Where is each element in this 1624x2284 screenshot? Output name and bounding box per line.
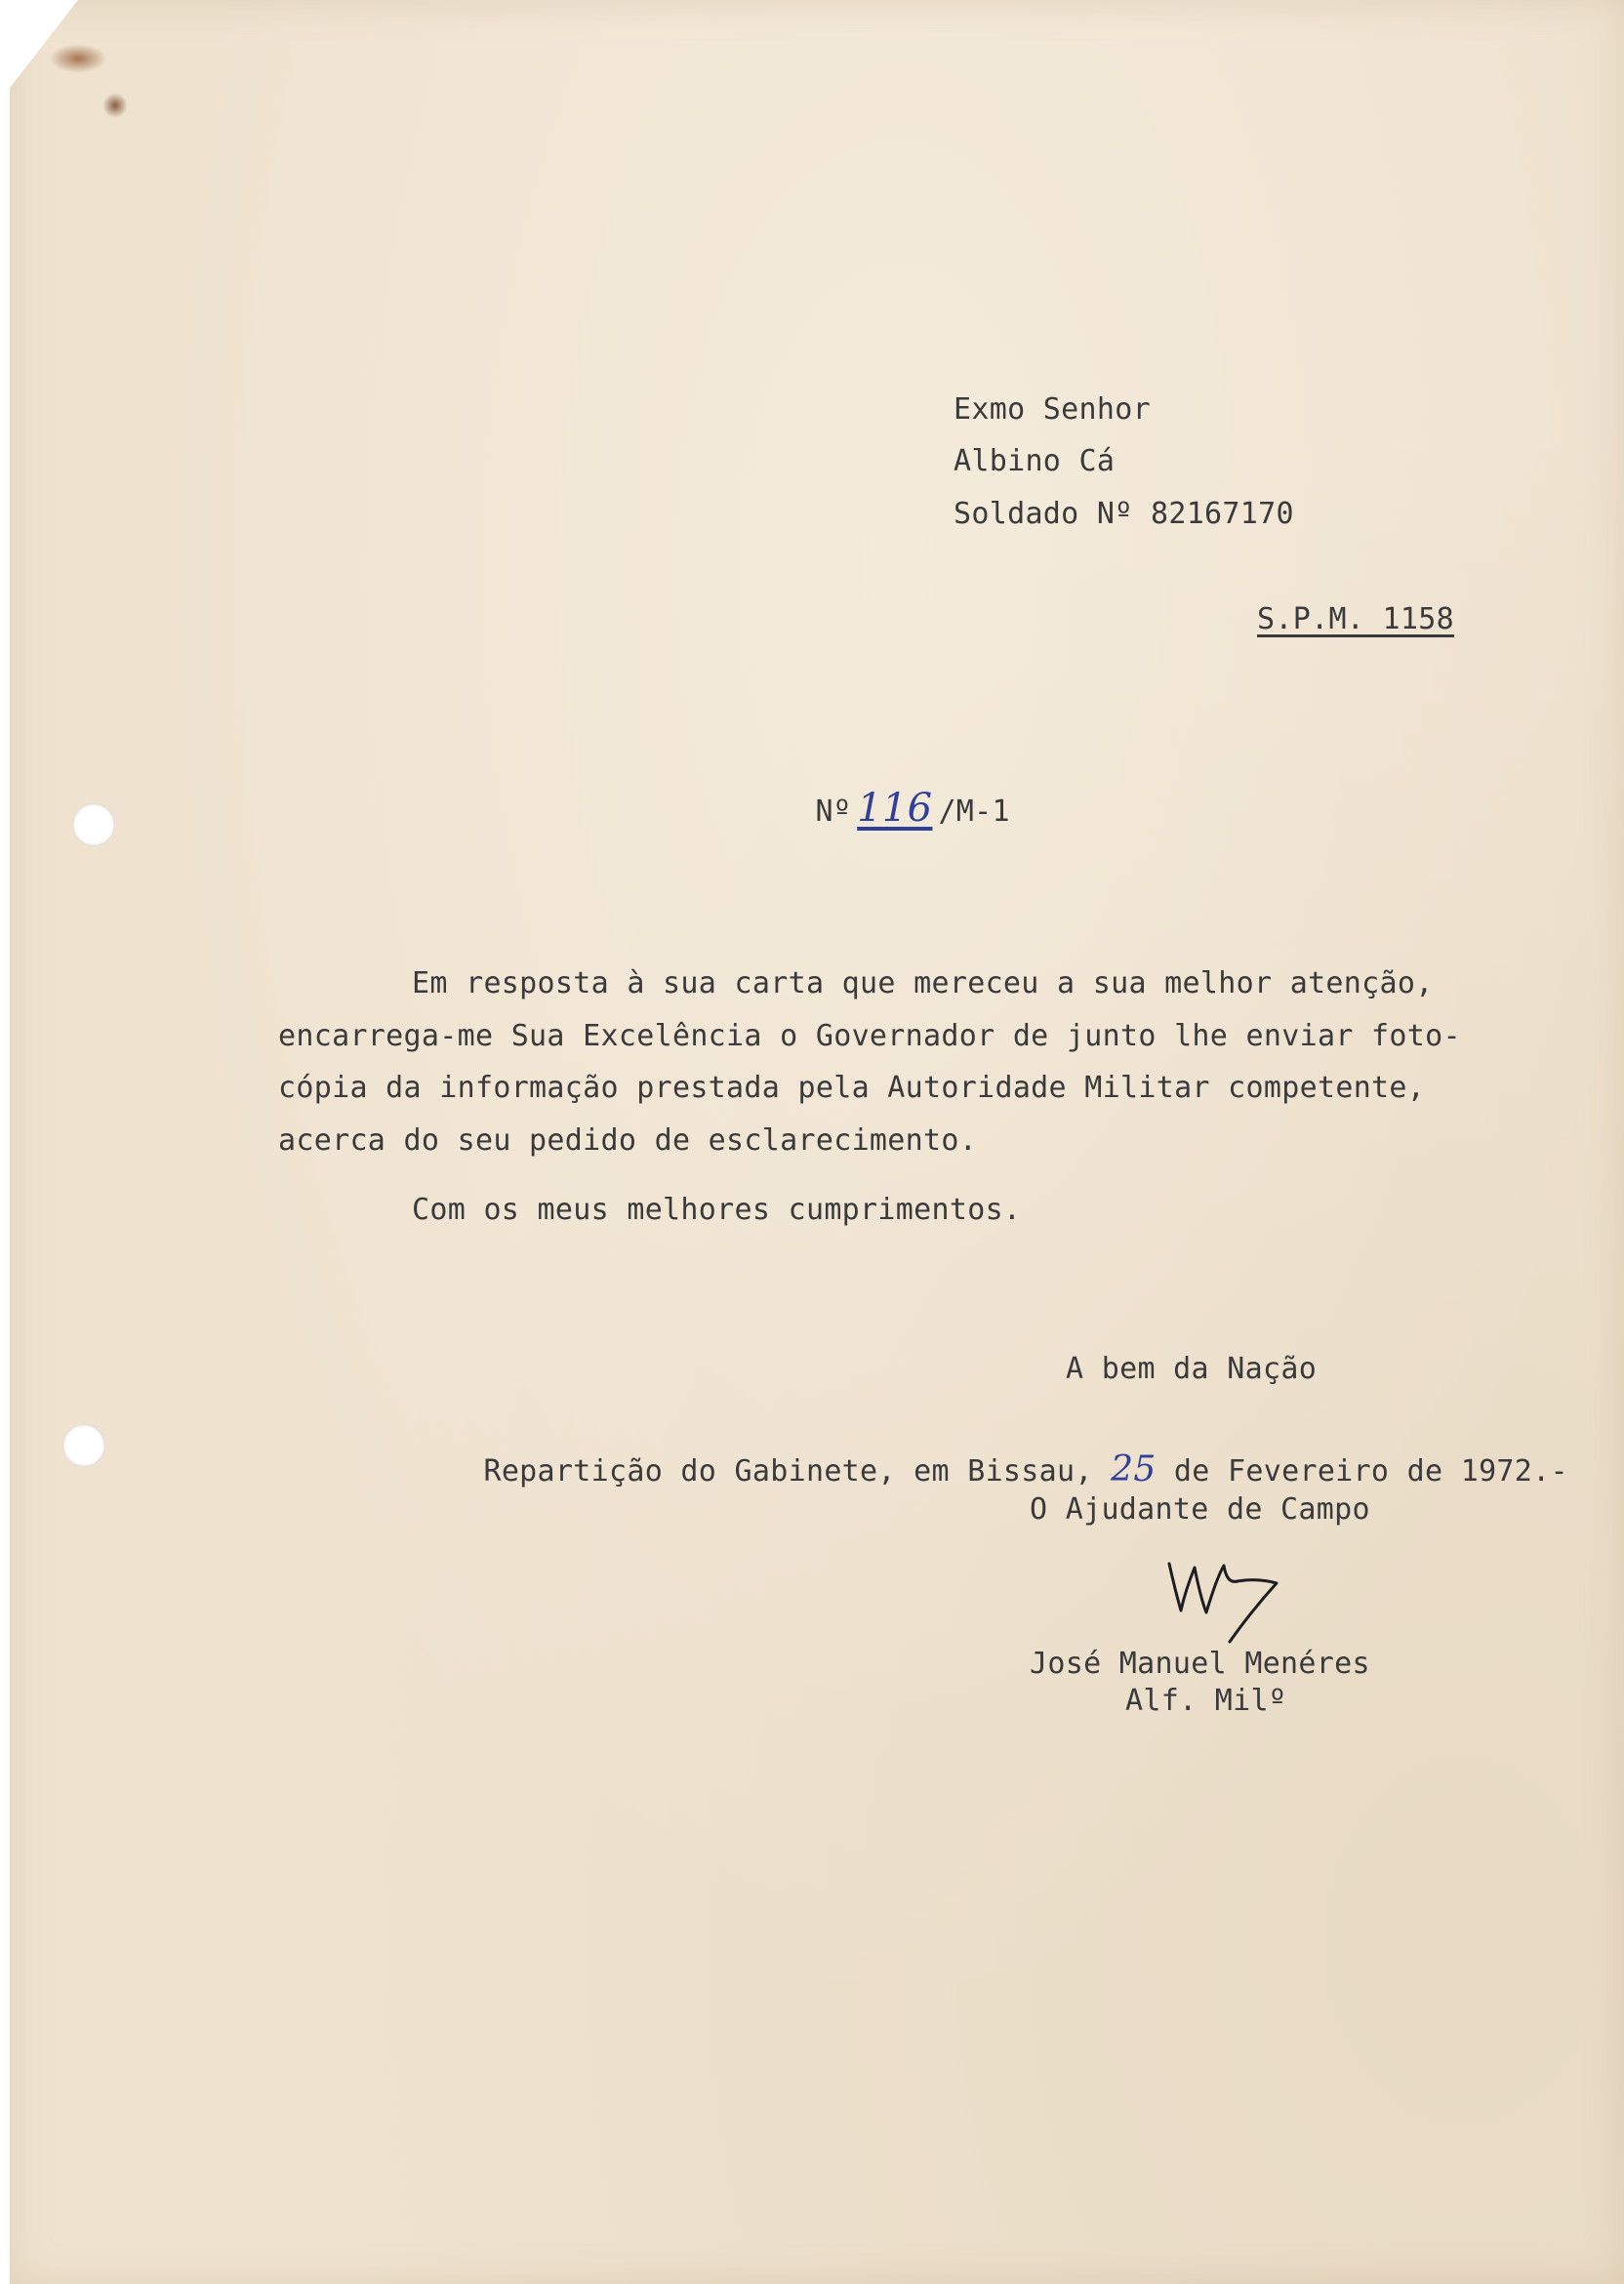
punch-hole-top — [72, 803, 115, 846]
signer-rank: Alf. Milº — [1125, 1684, 1287, 1718]
place-date — [412, 1423, 1568, 1517]
recipient-rank: Soldado Nº 82167170 — [954, 497, 1294, 531]
rust-stain — [49, 44, 107, 73]
body-line-1: Em resposta à sua carta que mereceu a sua melhor atenção, — [412, 966, 1434, 1000]
signer-title: O Ajudante de Campo — [1030, 1492, 1370, 1527]
signer-name: José Manuel Menéres — [1030, 1647, 1370, 1681]
rust-stain-small — [102, 93, 128, 118]
reference-number — [744, 759, 1010, 857]
reference-suffix: /M-1 — [938, 795, 1010, 829]
letter-page — [10, 0, 1624, 2284]
closing-line: Com os meus melhores cumprimentos. — [412, 1193, 1022, 1227]
recipient-salutation: Exmo Senhor — [954, 392, 1151, 427]
place-date-prefix: Repartição do Gabinete, em Bissau, — [483, 1454, 1093, 1489]
punch-hole-bottom — [62, 1424, 105, 1467]
body-line-2: encarrega-me Sua Excelência o Governador de junto lhe enviar foto- — [278, 1019, 1461, 1053]
reference-handwritten-number: 116 — [857, 786, 933, 831]
place-date-suffix: de Fevereiro de 1972.- — [1173, 1454, 1568, 1489]
body-line-3: cópia da informação prestada pela Autoridade Militar competente, — [278, 1071, 1426, 1105]
body-line-4: acerca do seu pedido de esclarecimento. — [278, 1123, 978, 1158]
postal-reference: S.P.M. 1158 — [1257, 602, 1454, 636]
reference-prefix: Nº — [815, 795, 852, 829]
recipient-name: Albino Cá — [954, 444, 1116, 478]
handwritten-day: 25 — [1111, 1449, 1157, 1489]
signature — [1161, 1554, 1308, 1652]
motto: A bem da Nação — [1066, 1352, 1318, 1386]
